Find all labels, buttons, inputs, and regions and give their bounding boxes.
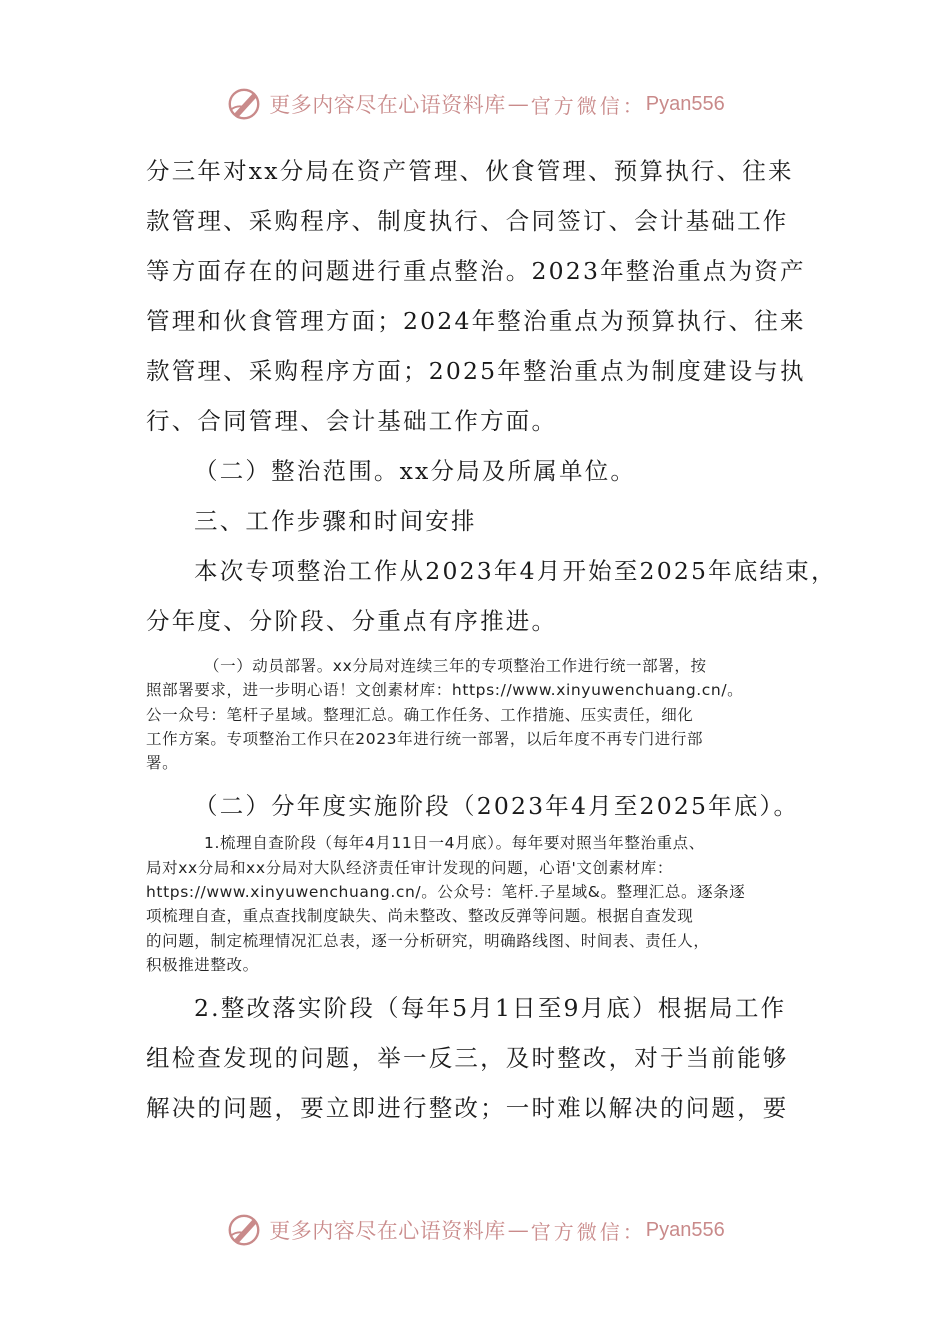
banner-title: 更多内容尽在心语资料库 (269, 1219, 506, 1243)
banner-separator: — (507, 1218, 529, 1242)
scope-paragraph: （二）整治范围。xx分局及所属单位。 (194, 457, 637, 485)
pen-circle-logo-icon (225, 85, 263, 123)
banner-wechat-id: Pyan556 (645, 92, 725, 115)
banner-wechat-label: 官方微信： (530, 1219, 646, 1244)
banner-separator: — (507, 92, 529, 116)
paragraph-line: 款管理、采购程序方面；2025年整治重点为制度建设与执 (146, 357, 806, 385)
pen-circle-logo-icon (225, 1211, 263, 1249)
banner-wechat-id: Pyan556 (645, 1218, 725, 1241)
small-paragraph-line: 照部署要求，进一步明心语！文创素材库：https://www.xinyuwenchuang.cn/。 (146, 681, 744, 700)
header-banner (0, 82, 950, 126)
paragraph-line: 组检查发现的问题，举一反三，及时整改，对于当前能够 (146, 1044, 789, 1073)
small-paragraph-line: 1.梳理自查阶段（每年4月11日一4月底）。每年要对照当年整治重点、 (204, 834, 705, 853)
section-heading: 三、工作步骤和时间安排 (194, 507, 477, 535)
footer-banner (0, 1208, 950, 1252)
paragraph-line: 分三年对xx分局在资产管理、伙食管理、预算执行、往来 (146, 157, 794, 185)
paragraph-line: 2.整改落实阶段（每年5月1日至9月底）根据局工作 (194, 994, 787, 1023)
banner-title: 更多内容尽在心语资料库 (269, 93, 506, 117)
banner-wechat-label: 官方微信： (530, 93, 646, 118)
small-paragraph-line: https://www.xinyuwenchuang.cn/。公众号：笔杆.子星域&。整理汇总。逐条逐 (146, 883, 746, 902)
small-paragraph-line: 项梳理自查，重点查找制度缺失、尚未整改、整改反弹等问题。根据自查发现 (146, 907, 694, 926)
paragraph-line: 管理和伙食管理方面；2024年整治重点为预算执行、往来 (146, 307, 806, 335)
small-paragraph-line: 工作方案。专项整治工作只在2023年进行统一部署，以后年度不再专门进行部 (146, 729, 704, 748)
paragraph-line: 解决的问题，要立即进行整改；一时难以解决的问题，要 (146, 1094, 789, 1123)
small-paragraph-line: （一）动员部署。xx分局对连续三年的专项整治工作进行统一部署，按 (204, 657, 707, 675)
paragraph-line: 本次专项整治工作从2023年4月开始至2025年底结束， (194, 557, 837, 585)
small-paragraph-line: 局对xx分局和xx分局对大队经济责任审计发现的问题，心语'文创素材库： (146, 858, 673, 877)
small-paragraph-line: 的问题，制定梳理情况汇总表，逐一分析研究，明确路线图、时间表、责任人， (146, 931, 710, 950)
paragraph-line: 款管理、采购程序、制度执行、合同签订、会计基础工作 (146, 207, 789, 235)
small-paragraph-line: 积极推进整改。 (146, 955, 259, 974)
paragraph-line: 等方面存在的问题进行重点整治。2023年整治重点为资产 (146, 257, 806, 285)
document-body (146, 146, 837, 1133)
subsection-heading: （二）分年度实施阶段（2023年4月至2025年底）。 (194, 792, 800, 821)
paragraph-line: 分年度、分阶段、分重点有序推进。 (146, 607, 558, 635)
small-paragraph-line: 公一众号：笔杆子星域。整理汇总。确工作任务、工作措施、压实责任，细化 (146, 705, 694, 724)
paragraph-line: 行、合同管理、会计基础工作方面。 (146, 407, 558, 435)
small-paragraph-line: 署。 (146, 754, 179, 773)
